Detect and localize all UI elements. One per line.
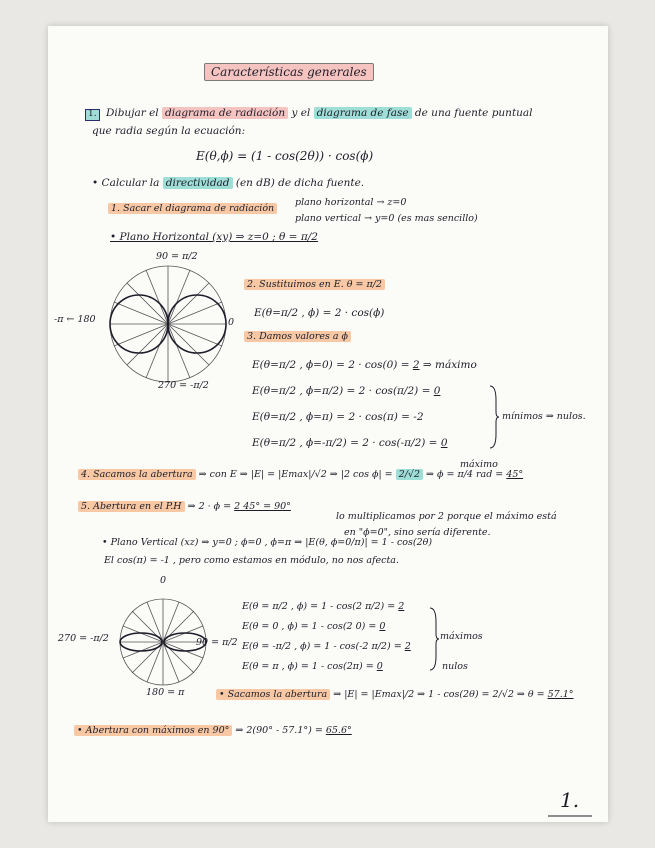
min-null-brace [488,384,500,450]
plano-vertical-label: • Plano Vertical (xz) ⇒ y=0 ; ϕ=0 , ϕ=π ⇒ |E(θ, ϕ=0/π)| = 1 - cos(2θ) [102,537,433,548]
value-row-1: E(θ=π/2 , ϕ=0) = 2 · cos(0) = 2 ⇒ máximo [252,359,477,371]
plano-horizontal-label: • Plano Horizontal (xy) ⇒ z=0 ; θ = π/2 [110,231,318,243]
page-number: 1. [560,788,580,812]
page-title: Características generales [204,63,374,81]
vertical-value-2: E(θ = 0 , ϕ) = 1 - cos(2 0) = 0 [242,621,386,632]
horizontal-top-label: 90 = π/2 [156,251,198,262]
step-5-note-2: en "ϕ=0", sino sería diferente. [344,527,491,538]
abertura-max-row: • Abertura con máximos en 90° ⇒ 2(90° - 57.1°) = 65.6° [74,726,352,736]
intro-line-2: que radia según la ecuación: [92,125,246,137]
step-2-label: 2. Sustituimos en E. θ = π/2 [244,280,385,290]
vertical-bottom-label: 180 = π [146,687,185,698]
substituted-equation: E(θ=π/2 , ϕ) = 2 · cos(ϕ) [254,307,385,319]
step-3-label: 3. Damos valores a ϕ [244,332,351,342]
step-4-note: máximo [460,459,498,470]
plano-vertical-note: El cos(π) = -1 , pero como estamos en módulo, no nos afecta. [104,555,399,566]
max-null-brace [428,606,440,672]
plane-vertical-note: plano vertical → y=0 (es mas sencillo) [295,213,478,224]
horizontal-polar-diagram [98,250,238,398]
step-1-label: 1. Sacar el diagrama de radiación [108,204,277,214]
value-row-4: E(θ=π/2 , ϕ=-π/2) = 2 · cos(-π/2) = 0 [252,437,448,449]
abertura-vertical-row: • Sacamos la abertura ⇒ |E| = |Emax|/2 ⇒ 1 - cos(2θ) = 2/√2 ⇒ θ = 57.1° [216,690,574,700]
horizontal-right-label: 0 [228,317,235,328]
page-number-underline [548,814,592,818]
notebook-page [48,26,608,822]
vertical-value-3: E(θ = -π/2 , ϕ) = 1 - cos(-2 π/2) = 2 [242,641,411,652]
min-null-note: mínimos ⇒ nulos. [502,411,586,422]
intro-line-1: 1. Dibujar el diagrama de radiación y el diagrama de fase de una fuente puntual [85,108,533,121]
highlight-phase-diagram: diagrama de fase [314,107,412,119]
step-5-note-1: lo multiplicamos por 2 porque el máximo está [336,511,557,522]
null-note: nulos [442,661,468,672]
vertical-top-label: 0 [160,575,167,586]
value-row-3: E(θ=π/2 , ϕ=π) = 2 · cos(π) = -2 [252,411,424,423]
item-number: 1. [85,109,100,121]
step-5-row: 5. Abertura en el P.H ⇒ 2 · ϕ = 2 45° = 90° [78,502,291,512]
vertical-value-1: E(θ = π/2 , ϕ) = 1 - cos(2 π/2) = 2 [242,601,405,612]
max-note: máximos [440,631,483,642]
horizontal-bottom-label: 270 = -π/2 [158,380,209,391]
step-4-row: 4. Sacamos la abertura ⇒ con E ⇒ |E| = |Emax|/√2 ⇒ |2 cos ϕ| = 2/√2 ⇒ ϕ = π/4 rad = 45° [78,470,523,480]
horizontal-left-label: -π ← 180 [54,314,96,325]
vertical-left-label: 270 = -π/2 [58,633,109,644]
directivity-bullet: • Calcular la directividad (en dB) de dicha fuente. [92,177,365,189]
plane-horizontal-note: plano horizontal → z=0 [295,197,407,208]
main-equation: E(θ,ϕ) = (1 - cos(2θ)) · cos(ϕ) [196,149,374,163]
value-row-2: E(θ=π/2 , ϕ=π/2) = 2 · cos(π/2) = 0 [252,385,441,397]
vertical-right-label: 90 = π/2 [196,637,238,648]
highlight-radiation-diagram: diagrama de radiación [162,107,288,119]
vertical-value-4: E(θ = π , ϕ) = 1 - cos(2π) = 0 [242,661,383,672]
